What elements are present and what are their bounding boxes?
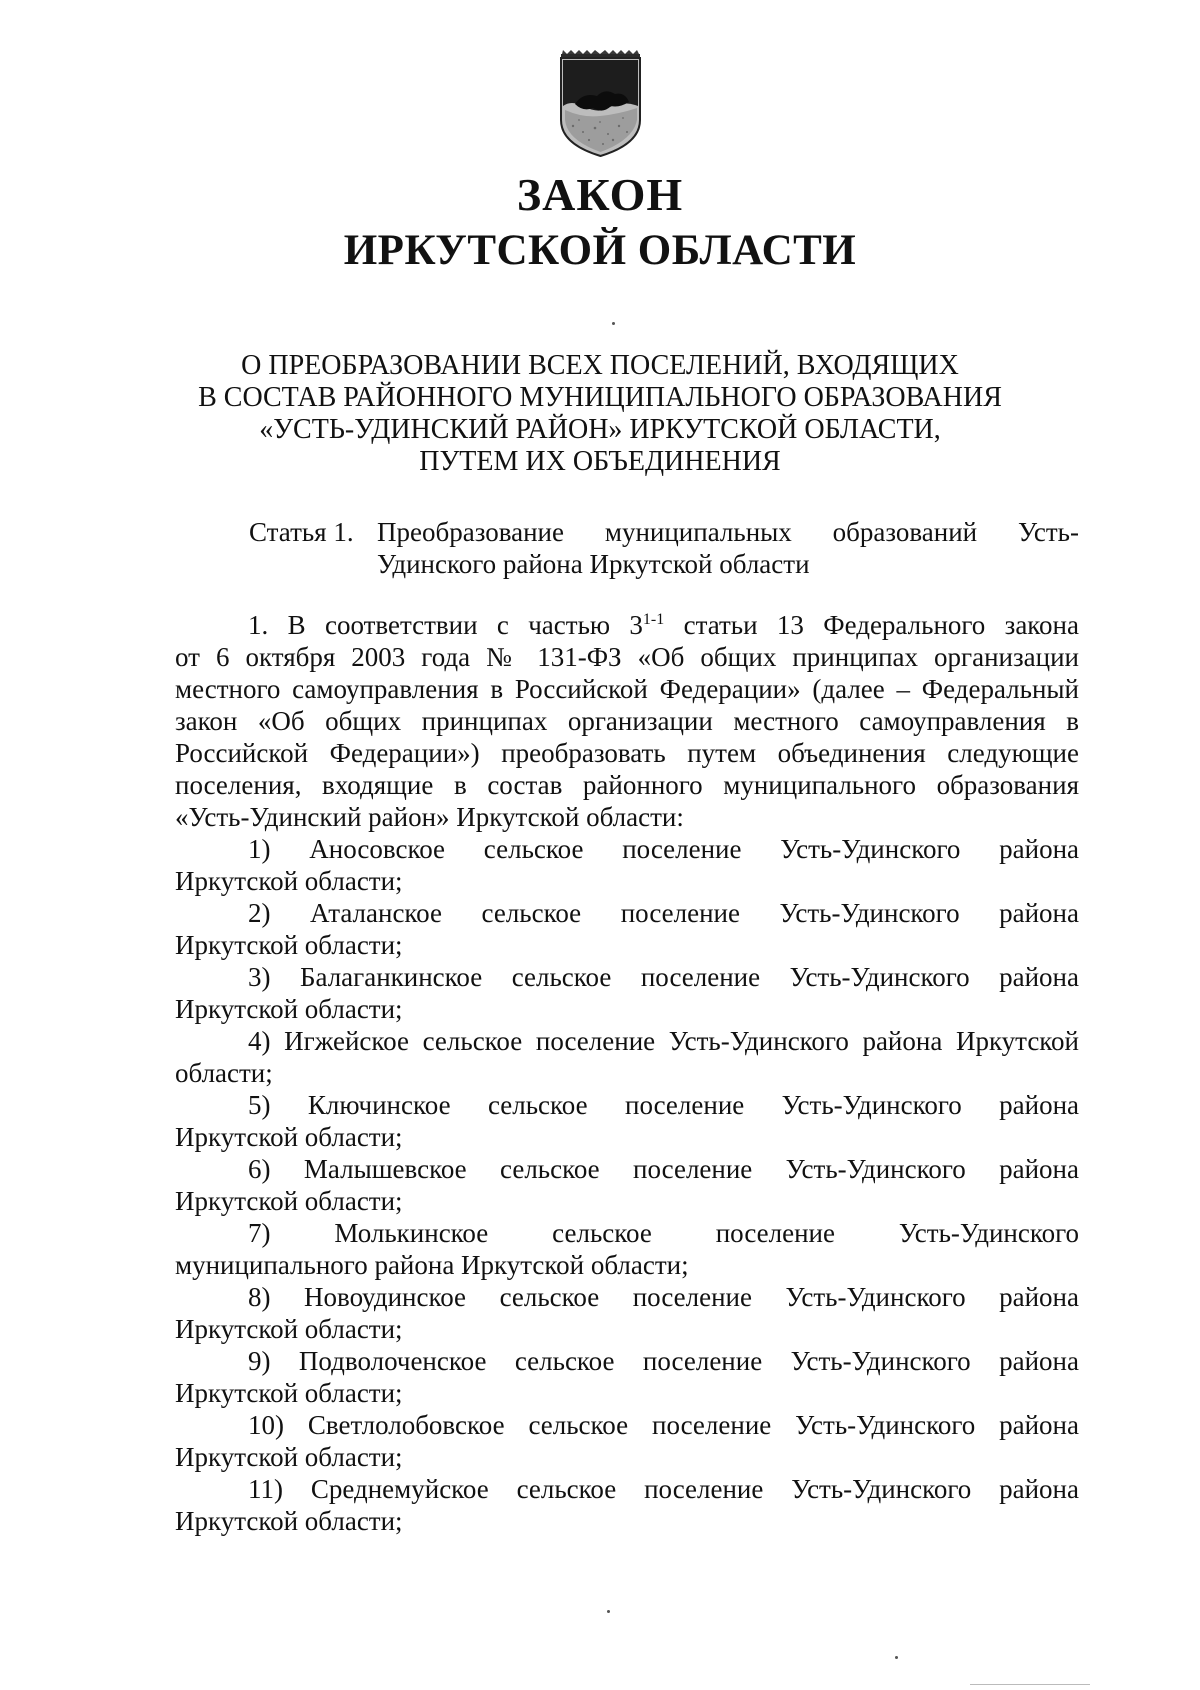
- superscript: 1-1: [642, 611, 665, 628]
- list-item: 10) Светлолобовское сельское поселение Усть-Удинского района: [248, 1410, 1079, 1440]
- list-item: 5) Ключинское сельское поселение Усть-Удинского района: [248, 1090, 1079, 1120]
- list-item-continuation: Иркутской области;: [175, 930, 403, 960]
- heading-line: О ПРЕОБРАЗОВАНИИ ВСЕХ ПОСЕЛЕНИЙ, ВХОДЯЩИХ: [241, 350, 959, 381]
- scan-speck: [607, 1610, 610, 1613]
- list-item: 3) Балаганкинское сельское поселение Усть-Удинского района: [248, 962, 1079, 992]
- article-title-line: Удинского района Иркутской области: [377, 549, 810, 579]
- paragraph-line: от 6 октября 2003 года № 131-ФЗ «Об общих принципах организации: [175, 642, 1079, 672]
- list-item: 7) Молькинское сельское поселение Усть-Удинского: [248, 1218, 1079, 1248]
- list-item-continuation: Иркутской области;: [175, 866, 403, 896]
- list-item: 1) Аносовское сельское поселение Усть-Удинского района: [248, 834, 1079, 864]
- list-item: 2) Аталанское сельское поселение Усть-Удинского района: [248, 898, 1079, 928]
- paragraph-text: статьи 13 Федерального закона: [664, 610, 1079, 640]
- document-subtitle: ИРКУТСКОЙ ОБЛАСТИ: [343, 227, 857, 274]
- paragraph-line: поселения, входящие в состав районного муниципального образования: [175, 770, 1079, 800]
- article-body: [175, 609, 1079, 1537]
- list-item-continuation: Иркутской области;: [175, 1186, 403, 1216]
- list-item: 11) Среднемуйское сельское поселение Усть-Удинского района: [248, 1474, 1079, 1504]
- coat-of-arms-icon: [553, 48, 648, 158]
- article-label: Статья 1.: [249, 517, 354, 547]
- heading-line: «УСТЬ-УДИНСКИЙ РАЙОН» ИРКУТСКОЙ ОБЛАСТИ,: [259, 414, 941, 445]
- scan-speck: [612, 322, 615, 325]
- document-title: ЗАКОН: [516, 169, 684, 220]
- law-heading: [0, 350, 1200, 478]
- paragraph-line: Российской Федерации») преобразовать путем объединения следующие: [175, 738, 1079, 768]
- list-item-continuation: Иркутской области;: [175, 1122, 403, 1152]
- list-item-continuation: области;: [175, 1058, 273, 1088]
- scan-line: [970, 1684, 1090, 1685]
- paragraph-line: «Усть-Удинский район» Иркутской области:: [175, 802, 684, 832]
- paragraph-line: закон «Об общих принципах организации местного самоуправления в: [175, 706, 1079, 736]
- article-title-line: Преобразование муниципальных образований Усть-: [377, 517, 1079, 547]
- list-item: 9) Подволоченское сельское поселение Усть-Удинского района: [248, 1346, 1079, 1376]
- list-item-continuation: Иркутской области;: [175, 994, 403, 1024]
- paragraph-line: местного самоуправления в Российской Федерации» (далее – Федеральный: [175, 674, 1079, 704]
- list-item: 8) Новоудинское сельское поселение Усть-Удинского района: [248, 1282, 1079, 1312]
- heading-line: ПУТЕМ ИХ ОБЪЕДИНЕНИЯ: [419, 446, 781, 477]
- list-item: 6) Малышевское сельское поселение Усть-Удинского района: [248, 1154, 1079, 1184]
- list-item-continuation: муниципального района Иркутской области;: [175, 1250, 689, 1280]
- heading-line: В СОСТАВ РАЙОННОГО МУНИЦИПАЛЬНОГО ОБРАЗОВАНИЯ: [198, 382, 1002, 413]
- list-item-continuation: Иркутской области;: [175, 1314, 403, 1344]
- list-item-continuation: Иркутской области;: [175, 1506, 403, 1536]
- scan-speck: [895, 1656, 898, 1659]
- list-item-continuation: Иркутской области;: [175, 1442, 403, 1472]
- paragraph-text: 1. В соответствии с частью 3: [248, 610, 643, 640]
- list-item-continuation: Иркутской области;: [175, 1378, 403, 1408]
- paragraph-line: [175, 609, 1079, 641]
- list-item: 4) Игжейское сельское поселение Усть-Удинского района Иркутской: [248, 1026, 1079, 1056]
